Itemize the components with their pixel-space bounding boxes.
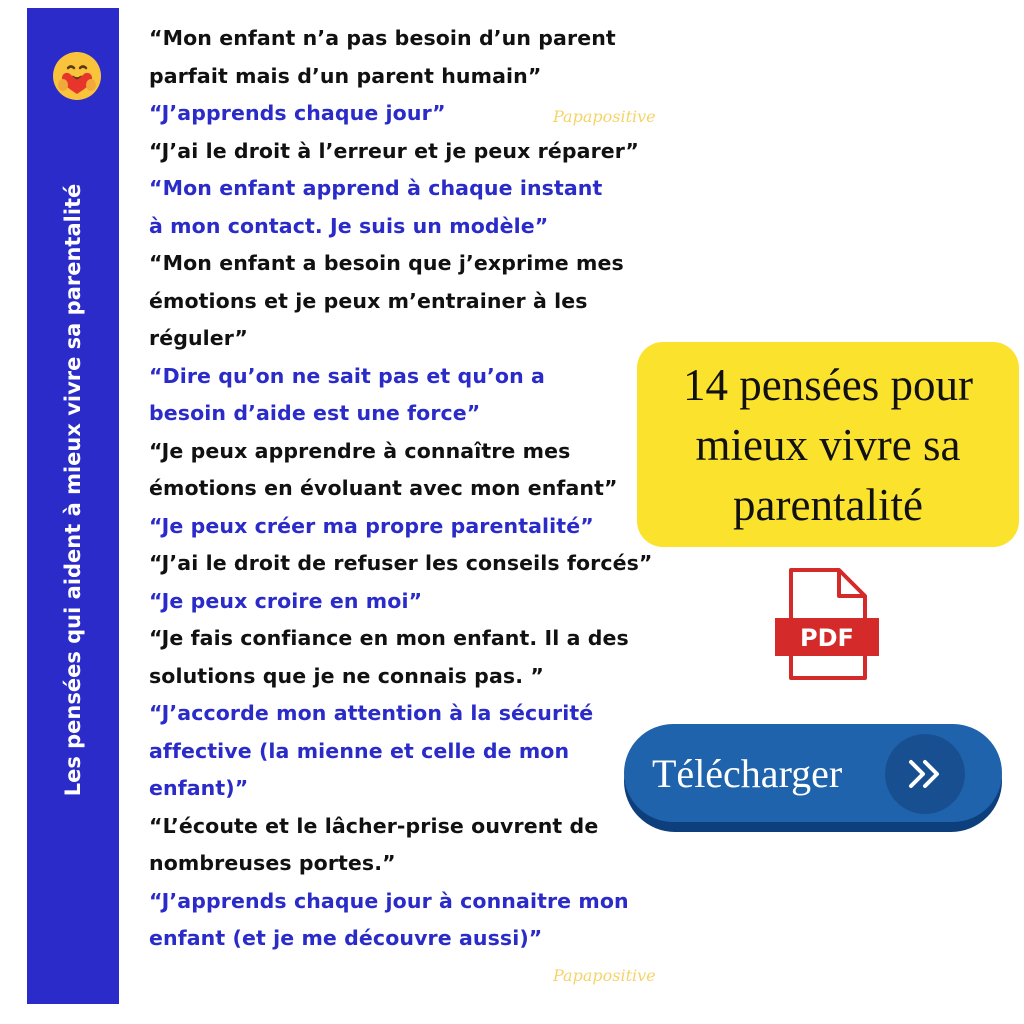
quote-item: “Mon enfant a besoin que j’exprime mes émotions et je peux m’entrainer à les réguler” (149, 251, 624, 350)
watermark-top: Papapositive (553, 107, 656, 126)
quote-item: “Je peux croire en moi” (149, 588, 423, 613)
hugging-face-emoji-icon (51, 50, 103, 102)
quote-item: “J’ai le droit à l’erreur et je peux réparer” (149, 138, 639, 163)
quote-item: “J’accorde mon attention à la sécurité affective (la mienne et celle de mon enfant)” (149, 701, 594, 800)
quote-item: “L’écoute et le lâcher-prise ouvrent de nombreuses portes.” (149, 813, 599, 875)
watermark-bottom: Papapositive (553, 966, 656, 985)
quote-item: “Mon enfant n’a pas besoin d’un parent parfait mais d’un parent humain” (149, 26, 616, 88)
pdf-label: PDF (800, 624, 854, 652)
download-button[interactable] (624, 724, 1002, 822)
double-chevron-right-icon (885, 734, 965, 814)
quotes-list (149, 20, 689, 958)
title-box (637, 342, 1019, 547)
quote-item: “Mon enfant apprend à chaque instant à mon contact. Je suis un modèle” (149, 176, 603, 238)
quote-item: “Je fais confiance en mon enfant. Il a des solutions que je ne connais pas. ” (149, 626, 629, 688)
quote-item: “J’apprends chaque jour” (149, 101, 446, 125)
quote-item: “Dire qu’on ne sait pas et qu’on a besoin d’aide est une force” (149, 363, 545, 425)
download-button-label: Télécharger (652, 750, 843, 796)
quote-item: “Je peux apprendre à connaître mes émotions en évoluant avec mon enfant” (149, 438, 618, 500)
quote-item: “J’ai le droit de refuser les conseils forcés” (149, 551, 653, 575)
title-text: 14 pensées pour mieux vivre sa parentalité (683, 359, 973, 530)
quote-item: “Je peux créer ma propre parentalité” (149, 513, 594, 538)
pdf-file-icon (773, 566, 883, 684)
sidebar-title: Les pensées qui aident à mieux vivre sa parentalité (61, 183, 85, 797)
quote-item: “J’apprends chaque jour à connaitre mon enfant (et je me découvre aussi)” (149, 888, 629, 950)
